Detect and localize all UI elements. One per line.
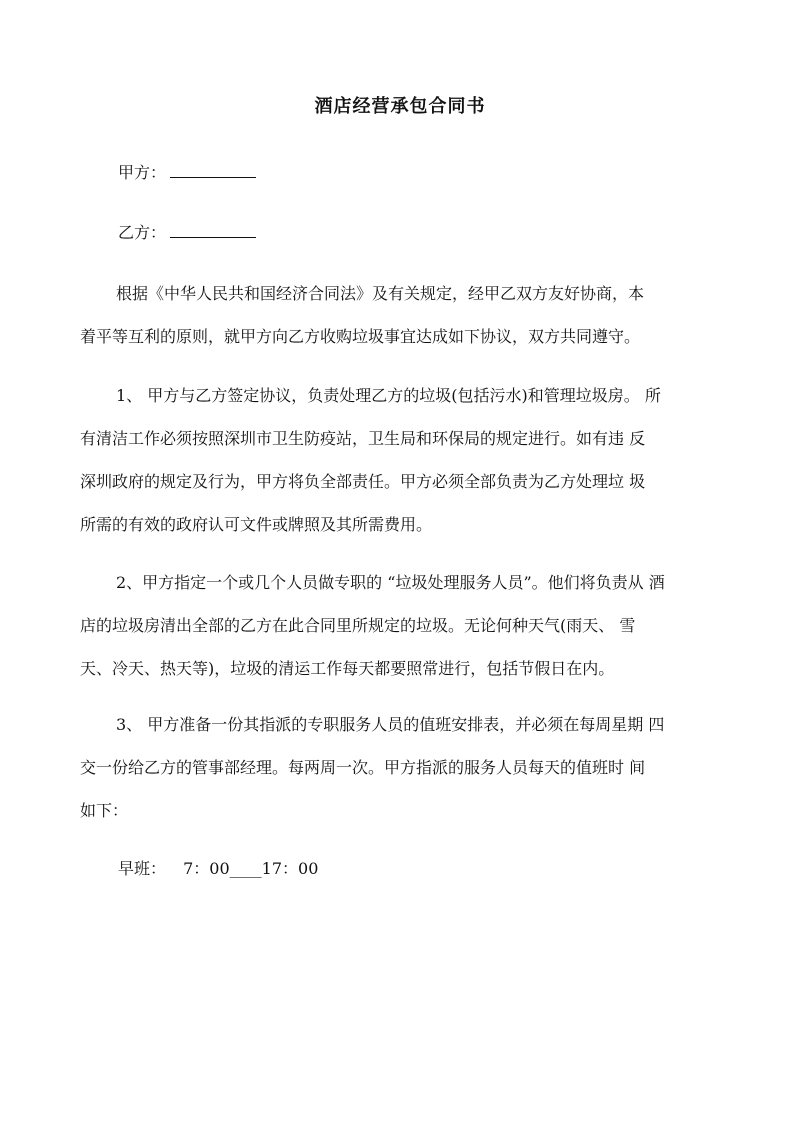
shift-time: 7：00____17：00 [183, 859, 319, 878]
document-title: 酒店经营承包合同书 [314, 96, 486, 117]
clause-3-line: 3、 甲方准备一份其指派的专职服务人员的值班安排表，并必须在每周星期 四 [116, 715, 665, 734]
clause-3-line: 交一份给乙方的管事部经理。每两周一次。甲方指派的服务人员每天的值班时 间 [80, 758, 646, 777]
clause-1-line: 所需的有效的政府认可文件或牌照及其所需费用。 [80, 515, 433, 534]
intro-line: 根据《中华人民共和国经济合同法》及有关规定，经甲乙双方友好协商，本 [116, 284, 645, 303]
clause-3-paragraph [80, 703, 740, 832]
intro-line: 着平等互利的原则，就甲方向乙方收购垃圾事宜达成如下协议，双方共同遵守。 [80, 327, 641, 346]
intro-paragraph [80, 272, 740, 358]
party-b-blank [170, 223, 256, 238]
party-b-label: 乙方： [118, 223, 167, 242]
shift-label: 早班： [118, 859, 167, 878]
clause-1-line: 1、 甲方与乙方签定协议，负责处理乙方的垃圾(包括污水)和管理垃圾房。 所 [116, 386, 661, 405]
clause-2-line: 店的垃圾房清出全部的乙方在此合同里所规定的垃圾。无论何种天气(雨天、 雪 [80, 616, 636, 635]
party-a-label: 甲方： [118, 163, 167, 182]
party-a-blank [170, 163, 256, 178]
clause-1-line: 深圳政府的规定及行为，甲方将负全部责任。甲方必须全部负责为乙方处理垃 圾 [80, 472, 646, 491]
clause-2-line: 天、冷天、热天等)，垃圾的清运工作每天都要照常进行，包括节假日在内。 [80, 659, 615, 678]
party-a-line [118, 160, 256, 183]
clause-1-line: 有清洁工作必须按照深圳市卫生防疫站，卫生局和环保局的规定进行。如有违 反 [80, 429, 646, 448]
clause-2-paragraph [80, 561, 740, 690]
clause-1-paragraph [80, 374, 740, 546]
clause-2-line: 2、甲方指定一个或几个人员做专职的 “垃圾处理服务人员”。他们将负责从 酒 [116, 573, 665, 592]
shift-line [118, 856, 318, 879]
party-b-line [118, 220, 256, 243]
clause-3-line: 如下： [80, 801, 129, 820]
